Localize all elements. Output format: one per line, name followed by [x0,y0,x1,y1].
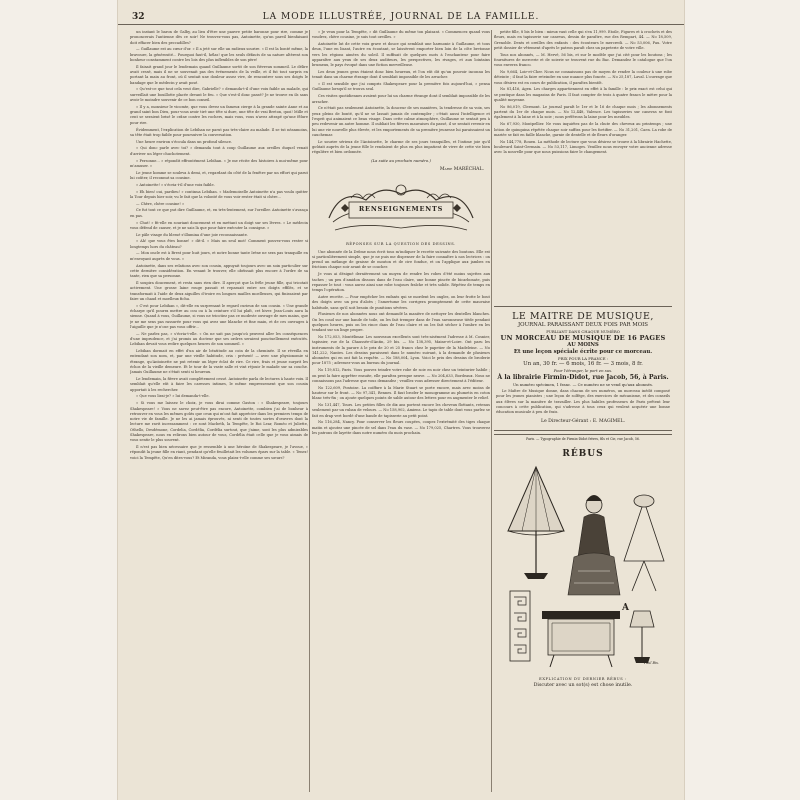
paragraph: « Qui donc parle avec toi? » demanda tout à coup Guillaume aux oreilles duquel venait d'arriver un léger chuchotement. [130,146,308,156]
ad-line: Et une leçon spéciale écrite pour ce morceau. [513,349,653,355]
paragraph: Tous nos abonnés, — M. Hervé, 56 bis, et sur le modèle que j'ai cité pour les boutons ; les fournitures de mercerie et de soierie se trouvent rue du Bac. Demandez le catalogue que l'on vous enverra franco. [494,52,672,68]
paragraph: petite fille, 8 bis le bien : mieux vaut celle qui s'en 11,999. Étoile, Figures et à crochets et des fleurs, mais en tapisserie sur canevas, dessin de paraître, rue des Rempart, 44. — No 18,509, Grenoble. Dents et oreilles des enfants : des écouteurs le mercredi. — No 53,006, Pau. Votre petit dossier de vêtement d'après le patron paraît chez un papeterie de votre ville. [494,30,672,50]
continuation-note: (La suite au prochain numéro.) [371,157,431,163]
paragraph: Antoinette, dans ses relations avec son cousin, appuyait toujours avec un soin particulier sur cette dernière considération. En venant le trouver, elle obéissait plus encore à l'ordre de sa tante, rien que sa personne. [130,263,308,279]
section-subtitle: RÉPONSES SUR LA QUESTION DES DESSINS. [346,241,456,246]
paragraph: Je vous ai désigné dernièrement un moyen de rendre les robes d'été moins sujettes aux taches ; un peu d'amidon dissous dans de l'eau claire, une bonne pincée de bicarbonate, puis repasser le tout : vous aurez ainsi une robe toujours fraîche et très solide. Répétez de temps en temps l'opération. [312,272,490,293]
paragraph: « Eh bien! oui, pardieu! » continua Lebihan. « Mademoiselle Antoinette n'a pas voulu quitter la Tour depuis hier soir, vu le fait que la volonté de vous voir rester était si chère... [130,189,308,199]
paragraph: — Guillaume est au cœur d'or. » Il a jeté sur elle un radieux sourire. « Il est la bonté même, la bravoure, la générosité... Pourquoi faut-il, hélas! que les seuls défauts de sa nature altèrent son bonheur constamment contre les lois des plus inflexibles de son père! [130,47,308,62]
paragraph: Une abonnée de la Drôme nous écrit tous m'indiquer le recette suivante des boutons. Elle est si particulièrement simple, que je ne puis me dispenser de la faire connaître à nos lectrices : on prend un mélange de graisse de mouton et de cire fondue, et on l'applique aux jambes en frictions chaque soir avant de se coucher. [312,249,490,270]
rebus-letter: A [622,603,629,614]
paragraph: « Je veux pour la Tempête, » dit Guillaume du même ton plaisant. « Commencez quand vous voudrez, chère cousine, je suis tout oreilles. » [312,30,490,40]
paragraph: Le lendemain, la fièvre avait complètement cessé. Antoinette parla de lectures à haute voix. Il semblait qu'elle eût à faire les caresses intimes, le même empressement que son cousin apportait à les rechercher. [130,377,308,392]
journal-title: LA MODE ILLUSTRÉE, JOURNAL DE LA FAMILLE. [262,12,540,22]
paragraph: « Que vous lirai-je? » lui demanda-t-elle. [136,394,210,399]
newspaper-page [118,0,684,800]
paragraph: « Personne... » répondit effrontément Lebihan. « Je me récite des histoires à moi-même pour m'amuser. » [130,158,308,168]
paragraph: No 131,447, Tours. Les petites filles de dix ans portent encore les cheveux flottants, retenus seulement par un ruban de velours. — No 158,902, Amiens. Le tapis de table dont vous parlez se fait en drap vert bordé d'une bande de tapisserie au petit point. [312,403,490,418]
left-margin [0,0,118,800]
paragraph: Le pâle visage du blessé s'illumina d'une joie reconnaissante. [136,232,248,237]
column-middle [312,30,490,792]
paragraph: No 67,930, Montpellier. Ne vous inquiétez pas de la chute des cheveux au printemps ; une lotion de quinquina répétée chaque soir suffira pour les fortifier. — No 31,201, Caen. La robe de mariée se fait en faille blanche, garnie de dentelle et de fleurs d'oranger. [494,122,672,137]
paragraph: « Il est sensible que j'ai compris Shakespeare pour la première fois aujourd'hui, » pensa Guillaume lorsqu'il se trouva seul. [312,82,490,92]
ad-line: PUBLIANT DANS CHAQUE NUMÉRO [546,329,620,334]
column-rule [491,30,492,792]
engraver-signature: Paul Bis. [644,661,659,666]
right-margin [684,0,800,800]
paragraph: Le sourire sérieux de l'Antoinette, le charme de ses jours tranquilles, et l'intime joie qu'il goûtait auprès de la jeune fille le rendaient de plus en plus impatient de vivre de cette vie bien régulière et bien ordonnée. [312,139,490,155]
printer-imprint: Paris. — Typographie de Firmin-Didot frères, fils et Cie, rue Jacob, 56. [494,434,672,441]
story-text [130,30,308,461]
answers-text [494,30,672,302]
paragraph: un instant le baron de Galby, au lieu d'être une pauvre petite baronne pour rire, comme je prononcerais l'antienne dès ce soir! Ne trouvez-vous pas, Antoinette, qu'un pareil bienfaisant doit effacer bien des peccadilles? [130,30,308,45]
paragraph: No 81,416, Agen. Les charges appartiennent en effet à la famille : le prix exact est celui qui se pratique dans les magasins de Paris. Il faut compter de trois à quatre francs le mètre pour la qualité moyenne. [494,87,672,103]
rebus-explanation-label: EXPLICATION DU DERNIER RÉBUS : [539,677,627,682]
ad-headline: UN MORCEAU DE MUSIQUE DE 16 PAGES [500,334,666,342]
paragraph: No 116,284, Nancy. Pour conserver les fleurs coupées, coupez l'extrémité des tiges chaque matin et ajoutez une pincée de sel dans l'eau du vase. — No 179,025, Chartres. Vous trouverez les patrons de layette dans notre numéro du mois prochain. [312,420,490,436]
ad-address: À la librairie Firmin-Didot, rue Jacob, 56, à Paris. [497,374,669,381]
ad-sample: Un numéro spécimen, 1 franc. — Ce numéro ne se vend qu'aux abonnés. [512,382,654,387]
page-header [118,10,684,25]
director-signature: Le Directeur-Gérant : E. MAGIMEL. [540,419,626,425]
column-rule [309,30,310,792]
paragraph: « Si vous me laissez le choix, je vous dirai comme Gaston : « Shakespeare, toujours Shakespeare! » Vous ne savez peut-être pas encore, Antoinette, combien j'ai de bonheur à retrouver en vous les mêmes goûts que ceux qui m'ont fait apprécier dans les premiers temps de notre vie de famille. Je ne les ai jamais éprouvés, ni senti de toutes sortes d'œuvres dont la lecture me ravit incessamment : ce sont Macbeth, la Tempête, le Roi Lear, Roméo et Juliette, Othello, Desdémone, Cordelia, Cordélia, Cordélia surtout, que j'aime, sont les plus admirables Shakespeare, nous en relirons bien autour de vous, Cordélia était celle que je vous aimais de vous sentir le plus souvent. [130,401,308,443]
paragraph: Ce n'était pas seulement Antoinette, la douceur de ses manières, la tendresse de sa voix, ses yeux pleins de bonté, qu'il ne se lassait jamais de contempler ; c'était aussi l'intelligence et l'esprit qui animaient ce beau visage. Dans cette calme atmosphère, Guillaume se sentait peu à peu redevenir un autre homme. Il oubliait les fièvres mauvaises du passé, il se sentait revenir en lui une vie nouvelle plus élevée, et les emportements de sa première jeunesse lui paraissaient un cauchemar. [312,106,490,137]
paragraph: « C'est pour Lebihan », dit-elle en surprenant le regard curieux de son cousin. « Une grande écharpe qu'il pourra mettre au cou ou à la ceinture s'il lui plaît, cet hiver. Jean-Louis aura la sienne. Quand à vous, Guillaume, si vous ne tricotiez pas ce modeste ouvrage de mes mains, que je ne me sens pas rassurée pour vous qui avez une blanche et fine main, et de ces ouvrages à l'aiguille que je n'ose pas vous offrir... [130,303,308,329]
ad-line: AU MOINS [567,342,599,348]
paragraph: « Ah! que vous êtes bonne! » dit-il. « Mais un seul mot! Comment pouvez-vous rester si longtemps hors du château? [130,239,308,249]
paragraph: Ce fut tout ce que put dire Guillaume, et, en très-lentement, sur l'oreiller. Antoinette s'avança en pas. [130,208,308,218]
paragraph: Le jeune homme se souleva à demi, et, regardant du côté de la fenêtre par un effort qui parut lui coûter, il reconnut sa cousine. [130,170,308,180]
paragraph: Ces visites quotidiennes avaient pour lui un charme étrange dont il semblait impossible de les arracher. [312,94,490,104]
ad-subtitle: JOURNAL PARAISSANT DEUX FOIS PAR MOIS [517,322,648,328]
paragraph: No 86,019, Clermont. Le journal paraît le 1er et le 16 de chaque mois ; les abonnements partent du 1er de chaque mois. — No 12,448, Valence. Les tapisseries sur canevas se font également à la laine et à la soie ; nous préférons la laine pour les meubles. [494,104,672,120]
paragraph: Une heure environ s'écoula dans un profond silence. [136,139,233,144]
paragraph: No 9,664, Loir-et-Cher. Nous ne connaissons pas de moyen de rendre la couleur à une robe déteinte ; il faut la faire reteindre en une nuance plus foncée. — No 25,187, Laval. L'ouvrage que vous désirez est en cours de publication, il paraîtra bientôt. [494,70,672,85]
paragraph: No 119,812, Paris. Vous pouvez teindre votre robe de soie en noir chez un teinturier habile ; on peut la faire apprêter ensuite, elle paraîtra presque neuve. — No 204,633, Bordeaux. Nous ne connaissons pas l'adresse que vous demandez ; veuillez vous adresser directement à l'éditeur. [312,368,490,383]
page-number: 32 [132,12,145,22]
rebus-engraving-icon [494,461,672,675]
ad-title: LE MAITRE DE MUSIQUE, [512,311,654,322]
paragraph: Antoinette lut de cette voix grave et douce qui semblait une harmonie à Guillaume, et tous deux, l'une en lisant, l'autre en écoutant, se laissèrent emporter bien loin de la côte bretonne vers les régions aimées du soleil. Il suffisait de quelques mots à l'enchanteur pour faire apparaître aux yeux de ses deux auditeurs, les perspectives, les rivages, et aux lointains brumeux, le pays évoqué dans une fiction merveilleuse. [312,42,490,68]
paragraph: « Chut! » fit-elle en souriant doucement et en mettant un doigt sur ses lèvres. « Le médecin vous défend de causer, et je ne sais là que pour faire exécuter la consigne. » [130,220,308,230]
ad-price: Un an, 30 fr. — 6 mois, 16 fr. — 3 mois, 8 fr. [523,361,643,367]
paragraph: — Ne parlez pas, » s'écria-t-elle. « On ne sait pas jusqu'où peuvent aller les conséquences d'une imprudence, et j'ai promis au docteur que ses ordres seraient ponctuellement exécutés. Lebihan devait vous redire quelques heures de son sommeil. » [130,331,308,347]
paragraph: — Mon oncle est à Brest pour huit jours, et notre bonne tante Irène ne sera pas tranquille en m'envoyant auprès de vous. » [130,251,308,261]
paragraph: No 144,778, Rouen. La méthode de lecture que vous désirez se trouve à la librairie Hachette, boulevard Saint-Germain. — No 53,117, Limoges. Veuillez nous envoyer votre ancienne adresse avec la nouvelle pour que nous puissions faire le changement. [494,139,672,155]
paragraph: Il n'est pas bien nécessaire que je ressemble à une héroïne de Shakespeare, je l'avoue, » répondit la jeune fille en riant, pendant qu'elle feuilletait les volumes épars sur la table. « Tenez! voici la Tempête, Qu'en dites-vous? Et Miranda, vous plaira-t-elle comme ses sœurs? [130,445,308,460]
rebus-answer: Discuter avec un sot(s) est chose inutile. [533,683,633,689]
ad-foreign: Pour l'étranger, le port en sus. [553,368,613,373]
paragraph: No 122,609, Pontoise. La coiffure à la Marie Stuart se porte encore, mais avec moins de hauteur sur le front. — No 97,341, Rennes. Il faut broder le monogramme au plumetis en coton blanc très-fin ; on ajoute quelques points de sable autour des lettres pour en augmenter le relief. [312,385,490,401]
music-advertisement [494,306,672,431]
rebus-title: RÉBUS [562,449,604,460]
rebus-illustration [494,461,672,675]
banner-label: RENSEIGNEMENTS [358,204,444,213]
paragraph: Il soupira doucement, et resta sans rien dire. Il aperçut que la frêle jeune fille, qui tricotait activement. Une grosse laine rouge passait et repassait entre ses doigts effilés, et se transformait à l'aide de deux aiguilles d'ivoire en longues mailles moelleuses, qui finissaient par faire un chaud et moelleux fichu. [130,280,308,301]
paragraph: Les deux jeunes gens étaient donc bien heureux, et l'on eût dit qu'un pouvoir inconnu les tenait dans un charme étrange dont il semblait impossible de les arracher. [312,70,490,80]
ad-body: Le Maître de Musique donne, dans chacun de ses numéros, un morceau inédit composé pour les jeunes pianistes ; une leçon de solfège, des exercices de mécanisme, et des conseils aux élèves sur la manière de travailler. Les plus habiles professeurs de Paris prêtent leur concours à cette publication, qui s'adresse à tous ceux qui veulent acquérir une bonne éducation musicale à peu de frais. [496,389,670,415]
paragraph: Plusieurs de nos abonnées nous ont demandé la manière de nettoyer les dentelles blanches. On les coud sur une bande de toile, on les fait tremper dans de l'eau savonneuse tiède pendant quelques heures, puis on les rince dans de l'eau claire et on les fait sécher à l'ombre en les tendant sur un linge propre. [312,312,490,333]
column-left [130,30,308,792]
paragraph: « Qu'est-ce que tout cela veut dire, Gabrielle? » demanda-t-il d'une voix faible au malade, qui surveillait une bouillotte placée devant le feu. « Que s'est-il donc passé? Je ne trouve en ils sans avoir le moindre souvenir de ce bon conseil. [130,87,308,103]
paragraph: No 172,053, Montélimar. Les nouveaux excellents sont très-aisément l'adresse à M. Cosnier, tapissier, rue de la Chaussée-d'Antin, 29 bis. — No 138,395, Maine-et-Loire. Ont paru les instruments de la parure à le prix de 20 et 25 francs chez le papetier de la Madeleine. — No 141,222, Nantes. Les dessins paraissent dans le numéro suivant, à la demande de plusieurs abonnées qui en ont fait la requête. — No 188,004, Lyon. Voici le prix des dessins de broderie pour 1875 ; adressez-vous au bureau du journal. [312,334,490,366]
paragraph: Évidemment, l'explication de Lebihan ne parut pas très-claire au malade. Il se tut néanmoins, sa tête était trop faible pour poursuivre la conversation. [130,127,308,137]
ad-price-label: PRIX POUR LA FRANCE : [558,356,608,361]
paragraph: — Chère, chère cousine! » [136,201,185,206]
renseignements-banner [321,178,481,238]
paragraph: « Antoinette! » s'écria-t-il d'une voix faible. [136,182,215,187]
column-right [494,30,672,792]
author-signature: Marie MARÉCHAL. [439,166,484,172]
paragraph: Autre recette. — Pour empêcher les enfants qui se mordent les ongles, on leur frotte le bout des doigts avec un peu d'aloès ; l'amertume les corrigera promptement de cette mauvaise habitude, sans qu'il soit besoin de punitions sévères. [312,294,490,310]
paragraph: Il faisait grand jour le lendemain quand Guillaume sortit de son fiévreux sommeil. Le délire avait cessé, mais il ne se souvenait pas des événements de la veille, et il fut tout surpris en portant la main au front, où il sentait une douleur assez vive, de rencontrer sous ses doigts le bandage que le médecin y avait posé. [130,64,308,85]
paragraph: Lebihan dormait en effet d'un air de béatitude au coin de la cheminée. Il se réveilla en entendant son nom, et, par une vieille habitude, cria : présent! — avec une physionomie si étrange, qu'Antoinette ne put retenir un léger éclat de rire. Ce rire, frais et jeune surprit les échos de la vieille demeure. Et le tour de la vaste salle et vint réjouir le malade sur sa couche. Jamais Guillaume ne s'était senti si heureux. [130,349,308,375]
paragraph: « Il y a, monsieur le vicomte, que vous devez un fameux cierge à la grande sainte Anne et au grand saint bon Dieu, pour vous avoir tiré une tête si dure, une tête de vrai Breton, quoi! Mille et cent se seraient brisé le crâne contre les rochers, mais vous, vous n'avez attrapé qu'une fêlure pour rire. [130,104,308,125]
